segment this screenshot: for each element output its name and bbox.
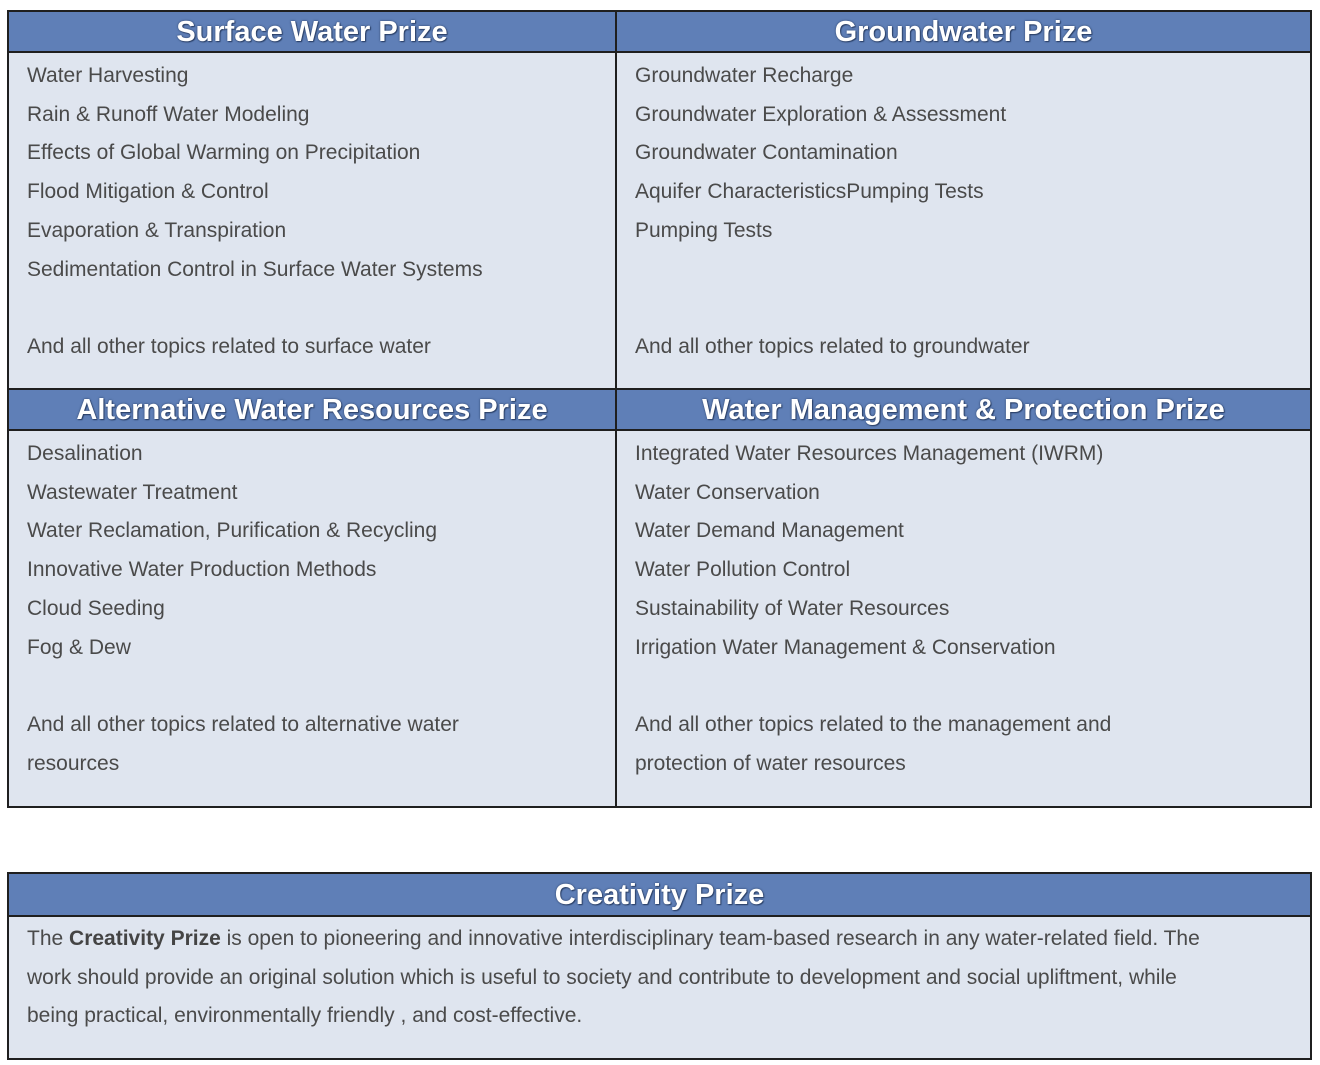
description-line: work should provide an original solution which is useful to society and contribute to development and social upliftment, while bbox=[27, 965, 1177, 989]
spacer bbox=[635, 667, 1310, 706]
water-management-topics bbox=[617, 431, 1310, 783]
topic-item: Effects of Global Warming on Precipitation bbox=[27, 141, 421, 165]
topic-item: Sedimentation Control in Surface Water Systems bbox=[27, 257, 483, 281]
topic-item: Irrigation Water Management & Conservation bbox=[635, 635, 1056, 659]
topic-item: Water Pollution Control bbox=[635, 558, 851, 582]
topic-item: Rain & Runoff Water Modeling bbox=[27, 102, 310, 126]
topic-item: Water Demand Management bbox=[635, 519, 904, 543]
prize-categories-table bbox=[7, 10, 1312, 808]
alternative-water-prize-cell bbox=[9, 390, 617, 806]
other-topics-note: And all other topics related to alternative water resources bbox=[27, 712, 459, 775]
topic-item: Water Reclamation, Purification & Recycling bbox=[27, 519, 438, 543]
topic-item: Wastewater Treatment bbox=[27, 480, 238, 504]
topic-item: Aquifer CharacteristicsPumping Tests bbox=[635, 180, 984, 204]
topic-item: Innovative Water Production Methods bbox=[27, 558, 377, 582]
creativity-prize-emphasis: Creativity Prize bbox=[69, 927, 221, 950]
spacer bbox=[27, 289, 615, 328]
water-management-prize-cell bbox=[617, 390, 1310, 806]
groundwater-prize-title: Groundwater Prize bbox=[617, 12, 1310, 53]
creativity-prize-description bbox=[9, 917, 1309, 1036]
description-intro: The bbox=[27, 927, 64, 950]
spacer bbox=[635, 289, 1310, 328]
description-text: is open to pioneering and innovative interdisciplinary team-based research in any water-related field. The bbox=[226, 927, 1200, 950]
topic-item: Groundwater Exploration & Assessment bbox=[635, 102, 1007, 126]
surface-water-prize-cell bbox=[9, 12, 617, 390]
surface-water-prize-title: Surface Water Prize bbox=[9, 12, 615, 53]
groundwater-prize-cell bbox=[617, 12, 1310, 390]
other-topics-note: And all other topics related to surface water bbox=[27, 334, 431, 358]
topic-item: Cloud Seeding bbox=[27, 596, 165, 620]
topic-item: Groundwater Recharge bbox=[635, 64, 854, 87]
groundwater-topics bbox=[617, 53, 1310, 367]
other-topics-note: And all other topics related to the management and protection of water resources bbox=[635, 712, 1112, 775]
creativity-prize-title: Creativity Prize bbox=[9, 874, 1310, 917]
water-management-prize-title: Water Management & Protection Prize bbox=[617, 390, 1310, 431]
description-line: being practical, environmentally friendly , and cost-effective. bbox=[27, 1004, 583, 1027]
topic-item: Desalination bbox=[27, 442, 143, 465]
topic-item: Pumping Tests bbox=[635, 218, 773, 242]
other-topics-note: And all other topics related to groundwater bbox=[635, 334, 1030, 358]
topic-item: Sustainability of Water Resources bbox=[635, 596, 950, 620]
spacer bbox=[27, 667, 615, 706]
topic-item: Flood Mitigation & Control bbox=[27, 180, 269, 204]
spacer bbox=[635, 251, 1310, 290]
topic-item: Integrated Water Resources Management (IWRM) bbox=[635, 442, 1104, 465]
alternative-water-topics bbox=[9, 431, 615, 783]
topic-item: Water Harvesting bbox=[27, 64, 189, 87]
surface-water-topics bbox=[9, 53, 615, 367]
topic-item: Water Conservation bbox=[635, 480, 820, 504]
topic-item: Groundwater Contamination bbox=[635, 141, 898, 165]
creativity-prize-box bbox=[7, 872, 1312, 1060]
topic-item: Fog & Dew bbox=[27, 635, 131, 659]
topic-item: Evaporation & Transpiration bbox=[27, 218, 287, 242]
description-line bbox=[27, 920, 1309, 959]
alternative-water-prize-title: Alternative Water Resources Prize bbox=[9, 390, 615, 431]
